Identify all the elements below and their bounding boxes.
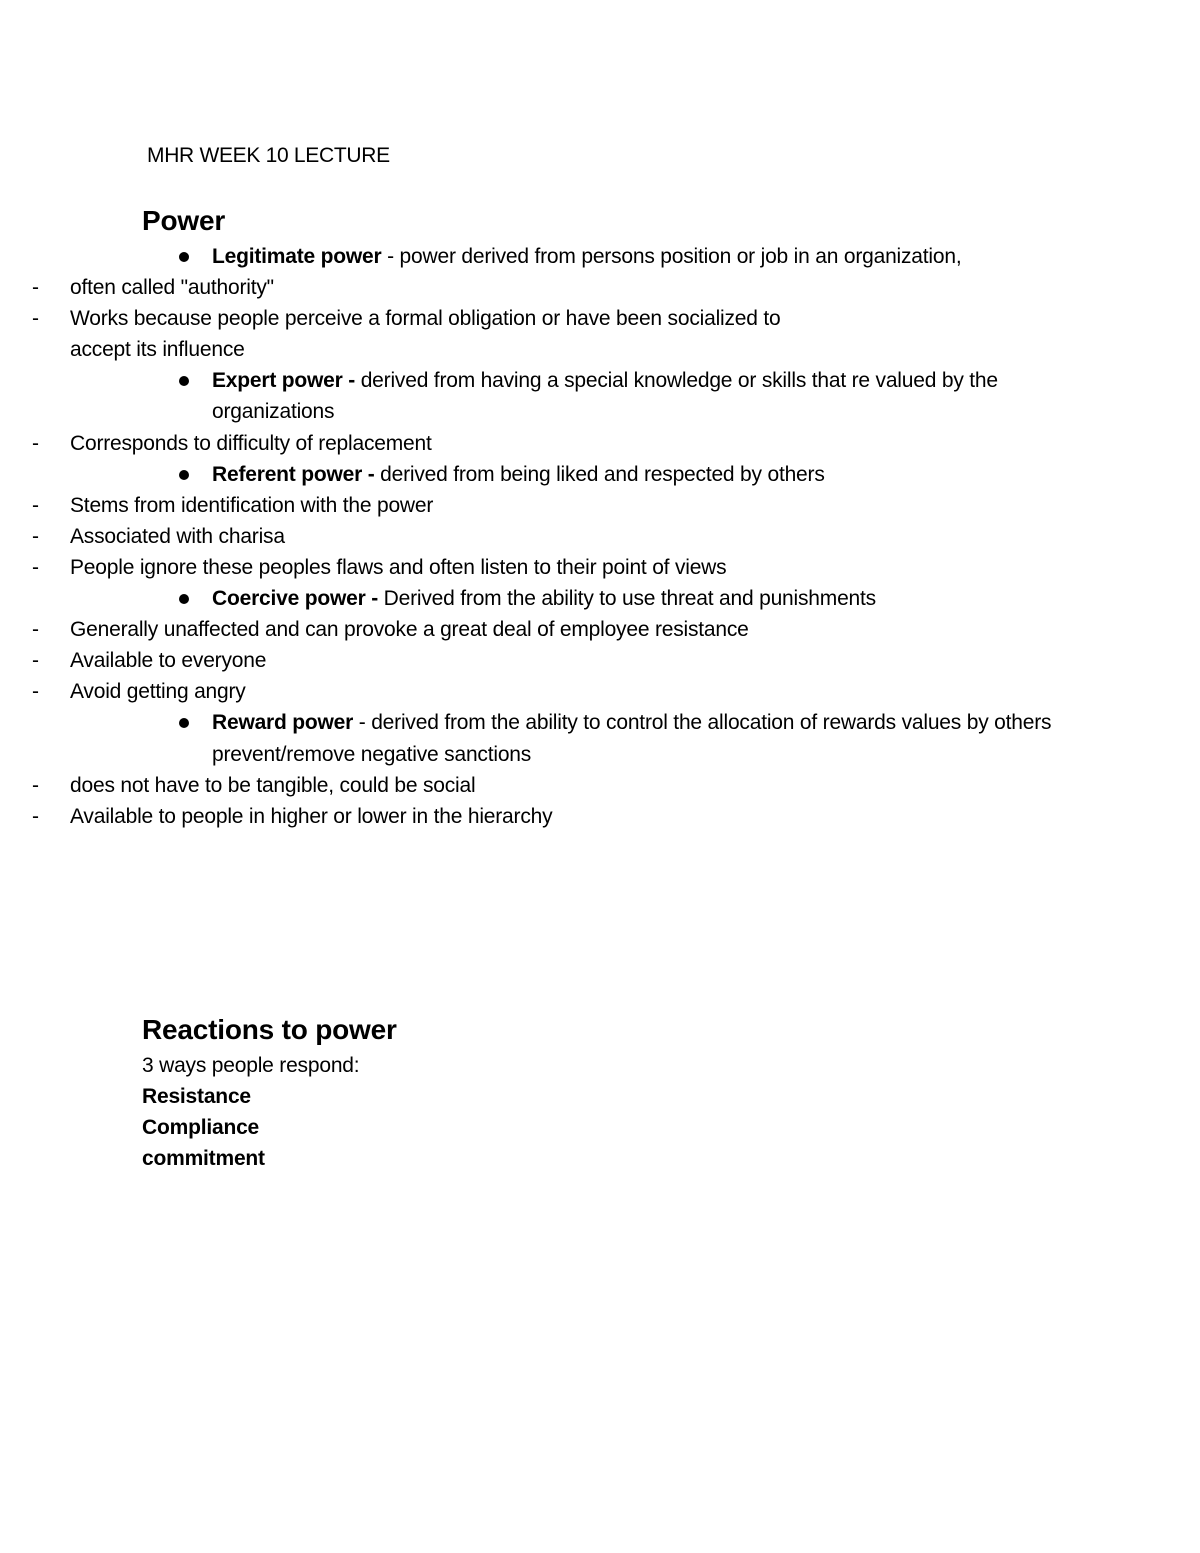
reaction-item-resistance: Resistance bbox=[142, 1085, 251, 1108]
term-label: Expert power - bbox=[212, 369, 356, 393]
sub-list-item bbox=[0, 770, 830, 801]
dash-bullet-icon: - bbox=[32, 618, 39, 642]
reaction-item-compliance: Compliance bbox=[142, 1116, 260, 1140]
term-description: - derived from the ability to control the allocation of rewards values by others prevent/remove negative sanctions bbox=[212, 711, 1052, 766]
sub-item-text: Corresponds to difficulty of replacement bbox=[70, 431, 432, 455]
sub-list-item bbox=[0, 303, 830, 365]
dash-bullet-icon: - bbox=[32, 804, 39, 828]
sub-list-item bbox=[0, 552, 830, 583]
list-item-coercive-power bbox=[0, 583, 1052, 614]
reactions-list bbox=[142, 1081, 265, 1174]
sub-list-item bbox=[0, 428, 830, 459]
document-title: MHR WEEK 10 LECTURE bbox=[147, 144, 390, 167]
dash-bullet-icon: - bbox=[32, 524, 39, 548]
bullet-dot-icon bbox=[179, 718, 189, 728]
section-heading-power: Power bbox=[142, 205, 226, 236]
sub-item-text: Available to everyone bbox=[70, 649, 267, 673]
dash-bullet-icon: - bbox=[32, 680, 39, 704]
sub-list bbox=[0, 428, 1200, 459]
sub-list bbox=[0, 490, 1200, 583]
list-item-legitimate-power bbox=[0, 241, 1052, 272]
sub-list bbox=[0, 272, 1200, 365]
term-label: Referent power - bbox=[212, 462, 375, 486]
term-description: derived from having a special knowledge or skills that re valued by the organizations bbox=[212, 369, 998, 424]
sub-list-item bbox=[0, 521, 830, 552]
sub-list-item bbox=[0, 272, 830, 303]
sub-item-text: often called "authority" bbox=[70, 276, 274, 300]
sub-list-item bbox=[0, 676, 830, 707]
sub-item-text: Available to people in higher or lower in the hierarchy bbox=[70, 804, 553, 828]
sub-list-item bbox=[0, 801, 830, 832]
term-label: Legitimate power bbox=[212, 245, 382, 268]
dash-bullet-icon: - bbox=[32, 555, 39, 579]
dash-bullet-icon: - bbox=[32, 773, 39, 797]
power-types-list bbox=[0, 241, 1200, 832]
term-label: Coercive power - bbox=[212, 587, 379, 611]
sub-item-text: People ignore these peoples flaws and often listen to their point of views bbox=[70, 555, 727, 579]
term-description: derived from being liked and respected by others bbox=[374, 462, 825, 486]
sub-list bbox=[0, 770, 1200, 832]
sub-item-text: Avoid getting angry bbox=[70, 680, 246, 704]
bullet-dot-icon bbox=[179, 470, 189, 480]
sub-list-item bbox=[0, 645, 830, 676]
sub-item-text: Generally unaffected and can provoke a great deal of employee resistance bbox=[70, 618, 749, 642]
dash-bullet-icon: - bbox=[32, 493, 39, 517]
list-item-referent-power bbox=[0, 459, 1052, 490]
sub-item-text: does not have to be tangible, could be social bbox=[70, 773, 476, 797]
reaction-item-commitment: commitment bbox=[142, 1147, 265, 1171]
sub-list bbox=[0, 614, 1200, 707]
dash-bullet-icon: - bbox=[32, 307, 39, 331]
sub-list-item bbox=[0, 490, 830, 521]
dash-bullet-icon: - bbox=[32, 276, 39, 300]
dash-bullet-icon: - bbox=[32, 431, 39, 455]
sub-list-item bbox=[0, 614, 830, 645]
term-description: - power derived from persons position or job in an organization, bbox=[381, 245, 962, 268]
term-description: Derived from the ability to use threat and punishments bbox=[378, 587, 876, 611]
dash-bullet-icon: - bbox=[32, 649, 39, 673]
section-heading-reactions: Reactions to power bbox=[142, 1014, 397, 1045]
sub-item-text: Works because people perceive a formal obligation or have been socialized to accept its influence bbox=[70, 307, 781, 362]
reactions-intro-text: 3 ways people respond: bbox=[142, 1054, 360, 1077]
bullet-dot-icon bbox=[179, 594, 189, 604]
list-item-reward-power bbox=[0, 707, 1052, 769]
bullet-dot-icon bbox=[179, 376, 189, 386]
sub-item-text: Stems from identification with the power bbox=[70, 493, 434, 517]
bullet-dot-icon bbox=[179, 252, 189, 262]
list-item-expert-power bbox=[0, 365, 1052, 427]
term-label: Reward power bbox=[212, 711, 354, 735]
sub-item-text: Associated with charisa bbox=[70, 524, 285, 548]
